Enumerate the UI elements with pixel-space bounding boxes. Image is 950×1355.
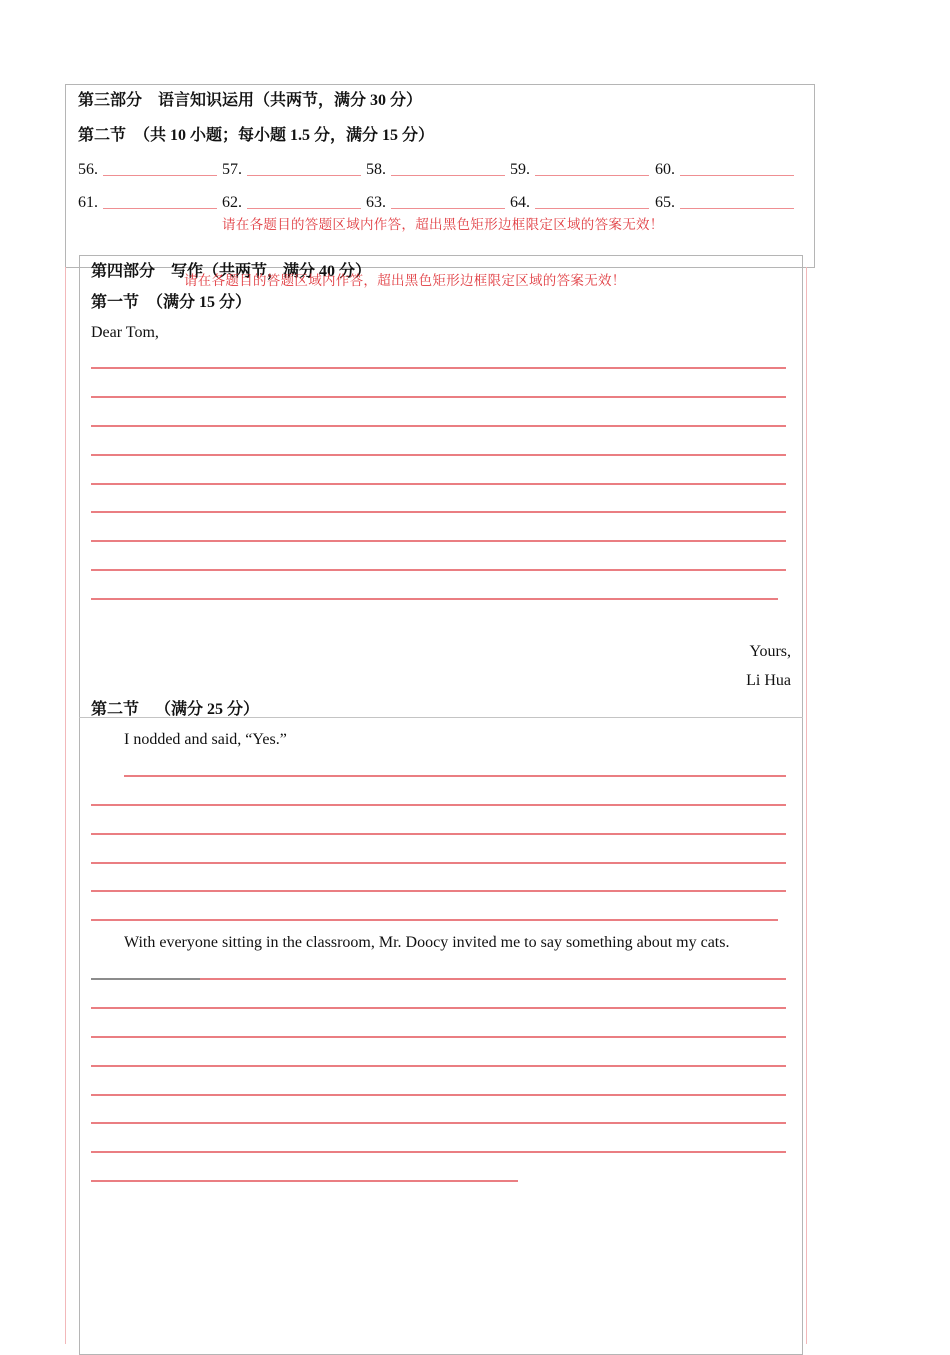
answer-blank-59[interactable] xyxy=(535,175,649,176)
answer-number: 57. xyxy=(222,161,242,178)
writing-line[interactable] xyxy=(91,454,786,456)
writing-line[interactable] xyxy=(91,890,786,892)
part3-title: 第三部分 语言知识运用（共两节，满分 30 分） xyxy=(78,92,423,109)
answer-blank-64[interactable] xyxy=(535,208,649,209)
writing-line[interactable] xyxy=(91,1180,518,1182)
writing-line[interactable] xyxy=(91,511,786,513)
answer-item-60[interactable] xyxy=(655,161,794,179)
writing-line[interactable] xyxy=(91,1065,786,1067)
writing-line[interactable] xyxy=(91,1094,786,1096)
answer-item-61[interactable] xyxy=(78,194,217,212)
answer-item-64[interactable] xyxy=(510,194,649,212)
letter-closing: Yours, xyxy=(749,643,791,660)
answer-item-57[interactable] xyxy=(222,161,361,179)
writing-line[interactable] xyxy=(91,396,786,398)
writing-line-grey-segment xyxy=(91,978,200,980)
writing-line[interactable] xyxy=(91,540,786,542)
writing-line[interactable] xyxy=(91,862,786,864)
answer-number: 61. xyxy=(78,194,98,211)
answer-item-62[interactable] xyxy=(222,194,361,212)
part4-section1-title: 第一节 （满分 15 分） xyxy=(91,294,252,311)
answer-number: 65. xyxy=(655,194,675,211)
continuation-para1-start: I nodded and said, “Yes.” xyxy=(124,731,287,748)
answer-blank-63[interactable] xyxy=(391,208,505,209)
outer-left-red-border xyxy=(65,267,66,1344)
part4-warning-text: 请在各题目的答题区域内作答，超出黑色矩形边框限定区域的答案无效！ xyxy=(184,273,626,288)
letter-salutation: Dear Tom, xyxy=(91,324,159,341)
answer-item-63[interactable] xyxy=(366,194,505,212)
writing-line[interactable] xyxy=(91,425,786,427)
writing-line[interactable] xyxy=(91,483,786,485)
part4-title: 第四部分 写作（共两节，满分 40 分） xyxy=(91,263,372,280)
answer-item-65[interactable] xyxy=(655,194,794,212)
writing-line[interactable] xyxy=(91,833,786,835)
continuation-para2-start: With everyone sitting in the classroom, Mr. Doocy invited me to say something about my cats. xyxy=(124,934,730,951)
answer-item-59[interactable] xyxy=(510,161,649,179)
answer-blank-62[interactable] xyxy=(247,208,361,209)
answer-number: 63. xyxy=(366,194,386,211)
answer-item-56[interactable] xyxy=(78,161,217,179)
answer-number: 64. xyxy=(510,194,530,211)
writing-line[interactable] xyxy=(91,804,786,806)
answer-blank-57[interactable] xyxy=(247,175,361,176)
answer-number: 58. xyxy=(366,161,386,178)
outer-right-red-border xyxy=(806,267,807,1344)
writing-line[interactable] xyxy=(91,598,778,600)
writing-line[interactable] xyxy=(124,775,786,777)
answer-number: 56. xyxy=(78,161,98,178)
writing-line[interactable] xyxy=(91,919,778,921)
answer-blank-65[interactable] xyxy=(680,208,794,209)
answer-number: 62. xyxy=(222,194,242,211)
writing-line[interactable] xyxy=(91,1122,786,1124)
part3-section2-title: 第二节 （共 10 小题；每小题 1.5 分，满分 15 分） xyxy=(78,127,435,144)
answer-blank-61[interactable] xyxy=(103,208,217,209)
answer-blank-56[interactable] xyxy=(103,175,217,176)
answer-blank-58[interactable] xyxy=(391,175,505,176)
answer-blank-60[interactable] xyxy=(680,175,794,176)
answer-number: 59. xyxy=(510,161,530,178)
part3-warning-text: 请在各题目的答题区域内作答，超出黑色矩形边框限定区域的答案无效！ xyxy=(222,217,664,232)
writing-line[interactable] xyxy=(91,367,786,369)
writing-line[interactable] xyxy=(91,1036,786,1038)
writing-line[interactable] xyxy=(91,1007,786,1009)
answer-item-58[interactable] xyxy=(366,161,505,179)
answer-number: 60. xyxy=(655,161,675,178)
writing-line[interactable] xyxy=(200,978,786,980)
writing-line[interactable] xyxy=(91,1151,786,1153)
writing-line[interactable] xyxy=(91,569,786,571)
letter-signature: Li Hua xyxy=(746,672,791,689)
part4-section2-title: 第二节 （满分 25 分） xyxy=(91,701,260,718)
